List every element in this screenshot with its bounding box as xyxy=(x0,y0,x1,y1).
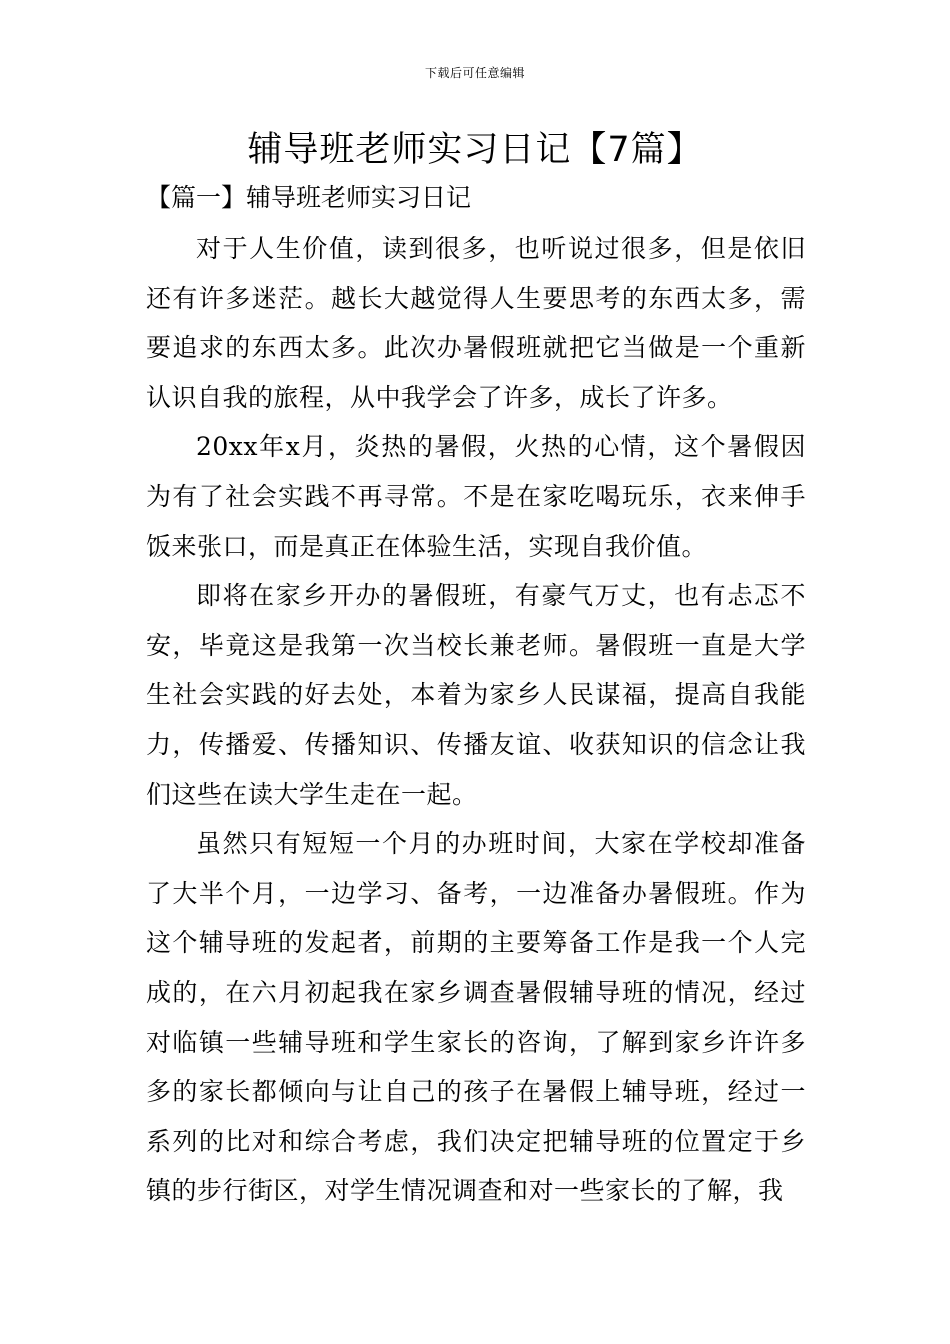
paragraph-4: 虽然只有短短一个月的办班时间，大家在学校却准备了大半个月，一边学习、备考，一边准备办暑假班。作为这个辅导班的发起者，前期的主要筹备工作是我一个人完成的，在六月初起我在家乡调查暑假辅导班的情况，经过对临镇一些辅导班和学生家长的咨询，了解到家乡许许多多的家长都倾向与让自己的孩子在暑假上辅导班，经过一系列的比对和综合考虑，我们决定把辅导班的位置定于乡镇的步行街区，对学生情况调查和对一些家长的了解，我 xyxy=(146,829,806,1206)
paragraph-1: 对于人生价值，读到很多，也听说过很多，但是依旧还有许多迷茫。越长大越觉得人生要思考的东西太多，需要追求的东西太多。此次办暑假班就把它当做是一个重新认识自我的旅程，从中我学会了许多，成长了许多。 xyxy=(146,234,806,412)
paragraph-3: 即将在家乡开办的暑假班，有豪气万丈，也有忐忑不安，毕竟这是我第一次当校长兼老师。暑假班一直是大学生社会实践的好去处，本着为家乡人民谋福，提高自我能力，传播爱、传播知识、传播友谊、收获知识的信念让我们这些在读大学生走在一起。 xyxy=(146,581,806,809)
section-heading: 【篇一】辅导班老师实习日记 xyxy=(146,183,472,212)
paragraph-2: 20xx年x月，炎热的暑假，火热的心情，这个暑假因为有了社会实践不再寻常。不是在家吃喝玩乐，衣来伸手饭来张口，而是真正在体验生活，实现自我价值。 xyxy=(146,432,806,561)
document-body xyxy=(146,224,806,1216)
document-title: 辅导班老师实习日记【7篇】 xyxy=(247,130,703,170)
page-header-note: 下载后可任意编辑 xyxy=(424,66,525,80)
